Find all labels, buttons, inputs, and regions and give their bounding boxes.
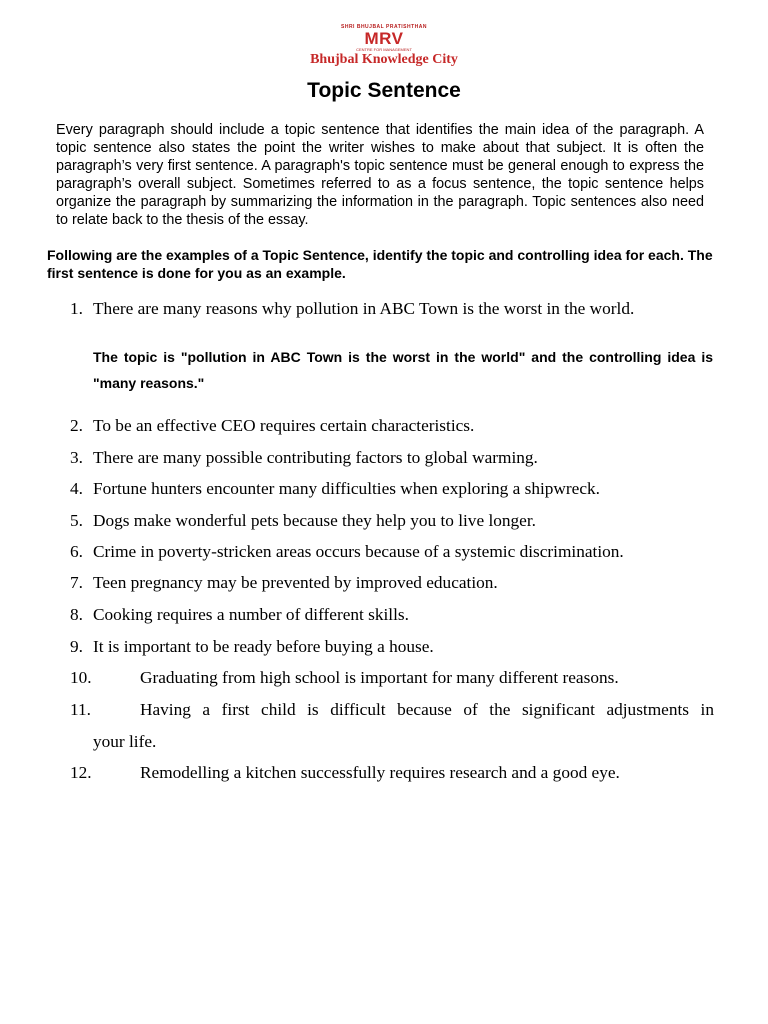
example-answer: The topic is "pollution in ABC Town is the worst in the world" and the controlling idea is "many reasons." — [93, 349, 713, 391]
list-item — [70, 662, 714, 693]
item-text: There are many reasons why pollution in ABC Town is the worst in the world. — [93, 299, 635, 318]
item-text: Crime in poverty-stricken areas occurs because of a systemic discrimination. — [93, 542, 624, 561]
item-text: It is important to be ready before buying a house. — [93, 637, 434, 656]
item-text: Graduating from high school is important for many different reasons. — [140, 668, 619, 687]
logo-top-text: SHRI BHUJBAL PRATISHTHAN — [341, 24, 427, 30]
item-text: There are many possible contributing factors to global warming. — [93, 448, 538, 467]
item-number: 3. — [70, 448, 83, 467]
item-text: Remodelling a kitchen successfully requires research and a good eye. — [140, 763, 620, 782]
item-text: Having a first child is difficult because of the significant adjustments in — [140, 700, 714, 719]
logo — [0, 24, 768, 68]
item-number: 5. — [70, 511, 83, 530]
item-number: 11. — [70, 700, 91, 719]
item-text: Dogs make wonderful pets because they help you to live longer. — [93, 511, 536, 530]
list-item — [70, 442, 714, 473]
list-item — [70, 505, 714, 536]
list-item — [70, 567, 714, 598]
item-text: Fortune hunters encounter many difficulties when exploring a shipwreck. — [93, 479, 600, 498]
item-number: 1. — [70, 299, 83, 318]
instruction-text: Following are the examples of a Topic Sentence, identify the topic and controlling idea for each. The first sentence is done for you as an example. — [47, 247, 713, 281]
list-item — [70, 599, 714, 630]
item-number: 7. — [70, 573, 83, 592]
list-item-continuation: your life. — [93, 732, 157, 751]
list-item — [70, 293, 714, 324]
list-item — [70, 757, 714, 788]
item-number: 8. — [70, 605, 83, 624]
list-item — [70, 694, 714, 725]
item-text: Teen pregnancy may be prevented by improved education. — [93, 573, 498, 592]
item-number: 2. — [70, 416, 83, 435]
item-number: 4. — [70, 479, 83, 498]
intro-paragraph: Every paragraph should include a topic sentence that identifies the main idea of the paragraph. A topic sentence also states the point the writer wishes to make about that subject. It is often the paragraph’s very first sentence. A paragraph's topic sentence must be general enough to express the paragraph’s overall subject. Sometimes referred to as a focus sentence, the topic sentence helps organize the paragraph by summarizing the information in the paragraph. Topic sentences also need to relate back to the thesis of the essay. — [56, 122, 704, 228]
item-text: Cooking requires a number of different skills. — [93, 605, 409, 624]
logo-sub-text: CENTRE FOR MANAGEMENT — [356, 47, 412, 52]
list-item — [70, 631, 714, 662]
list-item — [70, 410, 714, 441]
list-item — [70, 536, 714, 567]
item-number: 12. — [70, 763, 92, 782]
item-number: 10. — [70, 668, 92, 687]
item-number: 9. — [70, 637, 83, 656]
logo-city: Bhujbal Knowledge City — [310, 52, 458, 67]
item-number: 6. — [70, 542, 83, 561]
item-text: To be an effective CEO requires certain characteristics. — [93, 416, 475, 435]
list-item — [70, 473, 714, 504]
logo-mrv: MRV — [364, 29, 404, 48]
page-title: Topic Sentence — [307, 79, 461, 102]
